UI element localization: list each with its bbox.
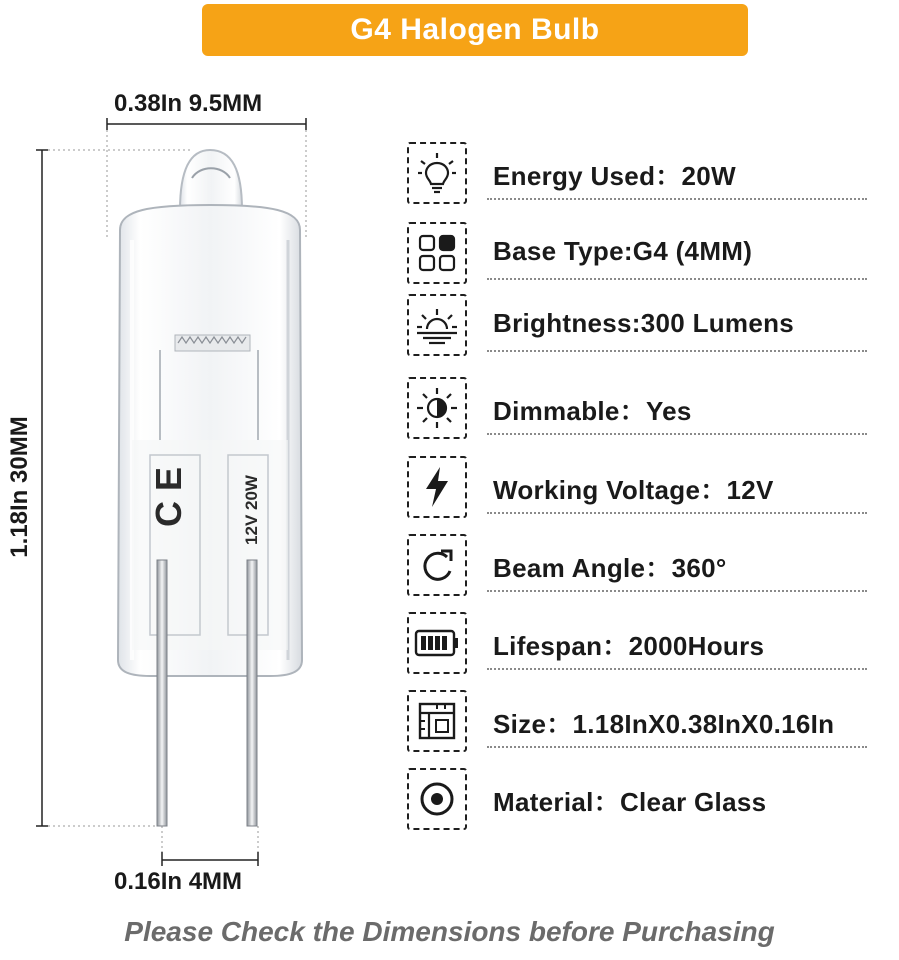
spec-base-type — [407, 222, 867, 288]
spec-material-text: Material：Clear Glass — [493, 787, 767, 817]
bottom-dimension-line — [162, 826, 258, 866]
top-dimension-label: 0.38In 9.5MM — [114, 90, 263, 117]
target-dot-icon — [407, 768, 467, 830]
spec-size-text: Size：1.18InX0.38InX0.16In — [493, 709, 835, 739]
lightning-bolt-icon — [407, 456, 467, 518]
spec-working-voltage — [407, 456, 867, 522]
spec-brightness — [407, 294, 867, 360]
spec-divider — [487, 198, 867, 200]
bottom-dimension-label: 0.16In 4MM — [114, 868, 243, 895]
spec-divider — [487, 668, 867, 670]
spec-divider — [487, 512, 867, 514]
bulb-illustration — [0, 0, 400, 900]
dimmer-sun-icon — [407, 377, 467, 439]
spec-energy-used-text: Energy Used：20W — [493, 161, 736, 191]
spec-energy-used — [407, 142, 867, 208]
spec-beam-angle-text: Beam Angle：360° — [493, 553, 727, 583]
title-text: G4 Halogen Bulb — [350, 13, 600, 46]
rating-mark: 12V 20W — [242, 475, 261, 545]
spec-dimmable-text: Dimmable：Yes — [493, 396, 692, 426]
spec-lifespan-text: Lifespan：2000Hours — [493, 631, 765, 661]
ce-mark: CE — [148, 456, 189, 527]
spec-brightness-text: Brightness:300 Lumens — [493, 308, 795, 338]
spec-beam-angle — [407, 534, 867, 600]
grid-base-icon — [407, 222, 467, 284]
spec-size — [407, 690, 867, 756]
spec-base-type-text: Base Type:G4 (4MM) — [493, 236, 753, 266]
side-dimension-label: 1.18In 30MM — [6, 416, 33, 558]
spec-divider — [487, 746, 867, 748]
spec-divider — [487, 350, 867, 352]
footer-note: Please Check the Dimensions before Purchasing — [124, 916, 775, 947]
rotate-arrow-icon — [407, 534, 467, 596]
spec-material — [407, 768, 867, 834]
sunrise-icon — [407, 294, 467, 356]
spec-lifespan — [407, 612, 867, 678]
spec-working-voltage-text: Working Voltage：12V — [493, 475, 774, 505]
spec-divider — [487, 590, 867, 592]
battery-icon — [407, 612, 467, 674]
spec-divider — [487, 278, 867, 280]
spec-dimmable — [407, 377, 867, 443]
lightbulb-icon — [407, 142, 467, 204]
spec-divider — [487, 433, 867, 435]
ruler-size-icon — [407, 690, 467, 752]
